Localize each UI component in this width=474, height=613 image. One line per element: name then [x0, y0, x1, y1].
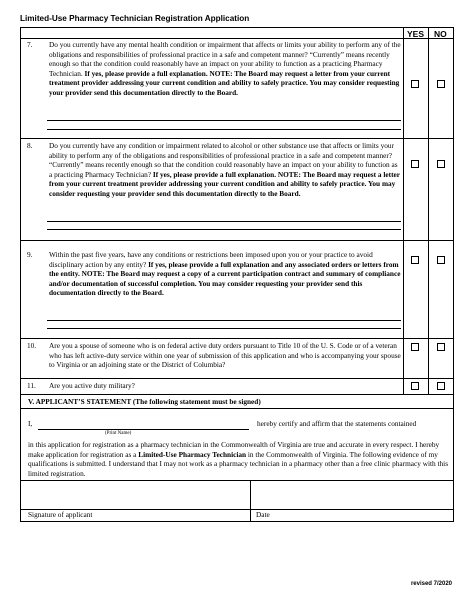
question-8-text: Do you currently have any condition or impairment related to alcohol or other substance use that affects or limits your ability to perform any of the obligations and responsibilities of professional practice in a safe and competent manner? “Currently” means recently enough so that the condition could reasonably have an impact on your ability to function as a practicing Pharmacy Technician? If yes, please provide a full explanation. NOTE: The Board may request a letter from your current treatment provider addressing your current condition and ability to safely practice. You may consider requesting your provider send this documentation directly to the Board.: [49, 141, 400, 198]
row-divider: [20, 240, 454, 241]
print-name-caption: (Print Name): [105, 431, 132, 436]
statement-prefix: I,: [28, 419, 33, 428]
question-7-no-checkbox[interactable]: [437, 80, 445, 88]
question-10-yes-checkbox[interactable]: [411, 343, 419, 351]
question-9-number: 9.: [27, 250, 33, 259]
revision-note: revised 7/2020: [410, 581, 452, 587]
question-8-number: 8.: [27, 141, 33, 150]
row-divider: [20, 408, 454, 409]
form-title: Limited-Use Pharmacy Technician Registration Application: [20, 14, 250, 23]
statement-certify-text: hereby certify and affirm that the statements contained: [257, 419, 417, 428]
row-divider: [20, 338, 454, 339]
row-divider: [20, 394, 454, 395]
question-9-no-checkbox[interactable]: [437, 256, 445, 264]
question-11-yes-checkbox[interactable]: [411, 382, 419, 390]
question-10-no-checkbox[interactable]: [437, 343, 445, 351]
question-9-text: Within the past five years, have any conditions or restrictions been imposed upon you or your practice to avoid disciplinary action by any entity? If yes, please provide a full explanation and any associated orders or letters from the entity. NOTE: The Board may request a copy of a current participation contract and summary of compliance and/or documentation of successful completion. You may consider requesting your provider send this documentation directly to the Board.: [49, 250, 401, 298]
question-11-number: 11.: [27, 381, 36, 390]
question-7-number: 7.: [27, 40, 33, 49]
date-field[interactable]: [251, 481, 453, 508]
date-label: Date: [256, 510, 270, 519]
question-10-text: Are you a spouse of someone who is on federal active duty orders pursuant to Title 10 of the U. S. Code or of a veteran who has left active-duty service within one year of submission of this application and who is accompanying your spouse to Virginia or an adjoining state or the District of Columbia?: [49, 341, 401, 370]
question-9-yes-checkbox[interactable]: [411, 256, 419, 264]
row-divider: [20, 378, 454, 379]
yes-column-header: YES: [407, 29, 425, 39]
signature-label: Signature of applicant: [28, 510, 93, 519]
question-8-no-checkbox[interactable]: [437, 160, 445, 168]
column-header-divider: [403, 38, 454, 39]
header-row-divider: [20, 38, 403, 39]
no-column-header: NO: [434, 29, 447, 39]
question-7-text: Do you currently have any mental health condition or impairment that affects or limits your ability to perform any of the obligations and responsibilities of professional practice in a safe and competent manner? “Currently” means recently enough so that the condition could reasonably have an impact on your ability to function as a practicing Pharmacy Technician. If yes, please provide a full explanation. NOTE: The Board may request a letter from your current treatment provider addressing your current condition and ability to safely practice. You may consider requesting your provider send this documentation directly to the Board.: [49, 40, 401, 97]
question-11-text: Are you active duty military?: [49, 381, 135, 390]
question-7-answer-line[interactable]: [47, 129, 401, 130]
signature-field[interactable]: [21, 481, 249, 508]
question-7-answer-line[interactable]: [47, 120, 401, 121]
question-9-answer-line[interactable]: [47, 328, 401, 329]
row-divider: [20, 138, 454, 139]
question-10-number: 10.: [27, 341, 37, 350]
statement-heading: V. APPLICANT’S STATEMENT (The following statement must be signed): [28, 397, 261, 406]
question-8-answer-line[interactable]: [47, 229, 401, 230]
question-8-answer-line[interactable]: [47, 221, 401, 222]
question-11-no-checkbox[interactable]: [437, 382, 445, 390]
question-8-yes-checkbox[interactable]: [411, 160, 419, 168]
question-7-yes-checkbox[interactable]: [411, 80, 419, 88]
question-9-answer-line[interactable]: [47, 320, 401, 321]
print-name-field[interactable]: [38, 429, 249, 430]
statement-body: in this application for registration as a pharmacy technician in the Commonwealth of Virginia are true and accurate in every respect. I hereby make application for registration as a Limited-Use Pharmacy Technician in the Commonwealth of Virginia. The following evidence of my qualifications is submitted. I understand that I may not work as a pharmacy technician in a pharmacy other than a free clinic pharmacy with this limited registration.: [28, 440, 449, 478]
